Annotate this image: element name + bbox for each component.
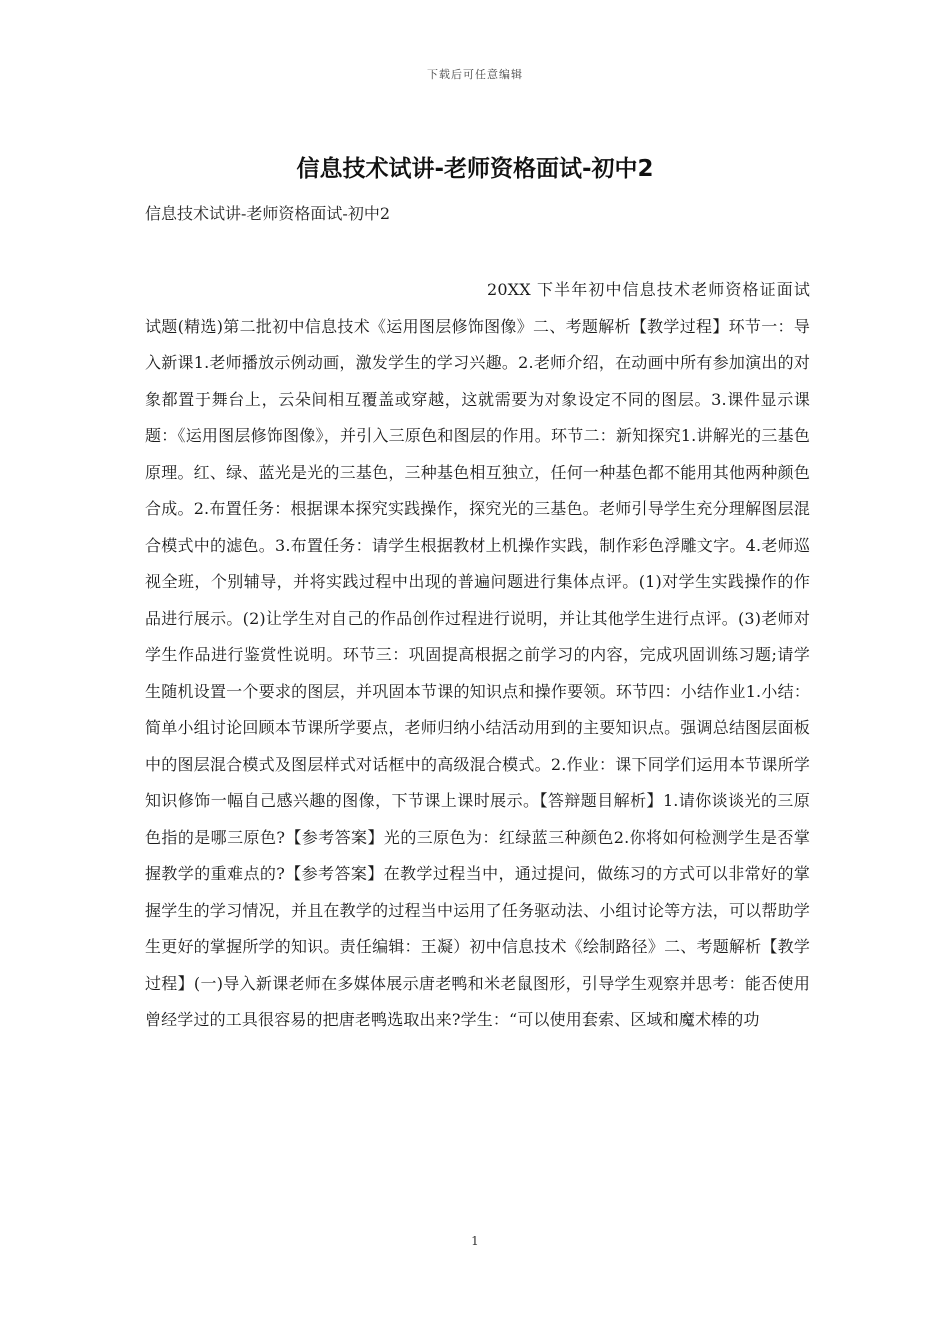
document-title: 信息技术试讲-老师资格面试-初中2	[296, 156, 654, 182]
page-number: 1	[471, 1234, 479, 1248]
document-subtitle: 信息技术试讲-老师资格面试-初中2	[145, 204, 390, 223]
header-note: 下载后可任意编辑	[427, 68, 523, 81]
document-body: 20XX 下半年初中信息技术老师资格证面试试题(精选)第二批初中信息技术《运用图层修饰图像》二、考题解析【教学过程】环节一：导入新课1.老师播放示例动画，激发学生的学习兴趣。2.老师介绍，在动画中所有参加演出的对象都置于舞台上，云朵间相互覆盖或穿越，这就需要为对象设定不同的图层。3.课件显示课题：《运用图层修饰图像》，并引入三原色和图层的作用。环节二：新知探究1.讲解光的三基色原理。红、绿、蓝光是光的三基色，三种基色相互独立，任何一种基色都不能用其他两种颜色合成。2.布置任务：根据课本探究实践操作，探究光的三基色。老师引导学生充分理解图层混合模式中的滤色。3.布置任务：请学生根据教材上机操作实践，制作彩色浮雕文字。4.老师巡视全班，个别辅导，并将实践过程中出现的普遍问题进行集体点评。(1)对学生实践操作的作品进行展示。(2)让学生对自己的作品创作过程进行说明，并让其他学生进行点评。(3)老师对学生作品进行鉴赏性说明。环节三：巩固提高根据之前学习的内容，完成巩固训练习题;请学生随机设置一个要求的图层，并巩固本节课的知识点和操作要领。环节四：小结作业1.小结：简单小组讨论回顾本节课所学要点，老师归纳小结活动用到的主要知识点。强调总结图层面板中的图层混合模式及图层样式对话框中的高级混合模式。2.作业：课下同学们运用本节课所学知识修饰一幅自己感兴趣的图像，下节课上课时展示。【答辩题目解析】1.请你谈谈光的三原色指的是哪三原色?【参考答案】光的三原色为：红绿蓝三种颜色2.你将如何检测学生是否掌握教学的重难点的?【参考答案】在教学过程当中，通过提问，做练习的方式可以非常好的掌握学生的学习情况，并且在教学的过程当中运用了任务驱动法、小组讨论等方法，可以帮助学生更好的掌握所学的知识。责任编辑：王凝）初中信息技术《绘制路径》二、考题解析【教学过程】(一)导入新课老师在多媒体展示唐老鸭和米老鼠图形，引导学生观察并思考：能否使用曾经学过的工具很容易的把唐老鸭选取出来?学生：“可以使用套索、区域和魔术棒的功	[145, 280, 810, 1029]
